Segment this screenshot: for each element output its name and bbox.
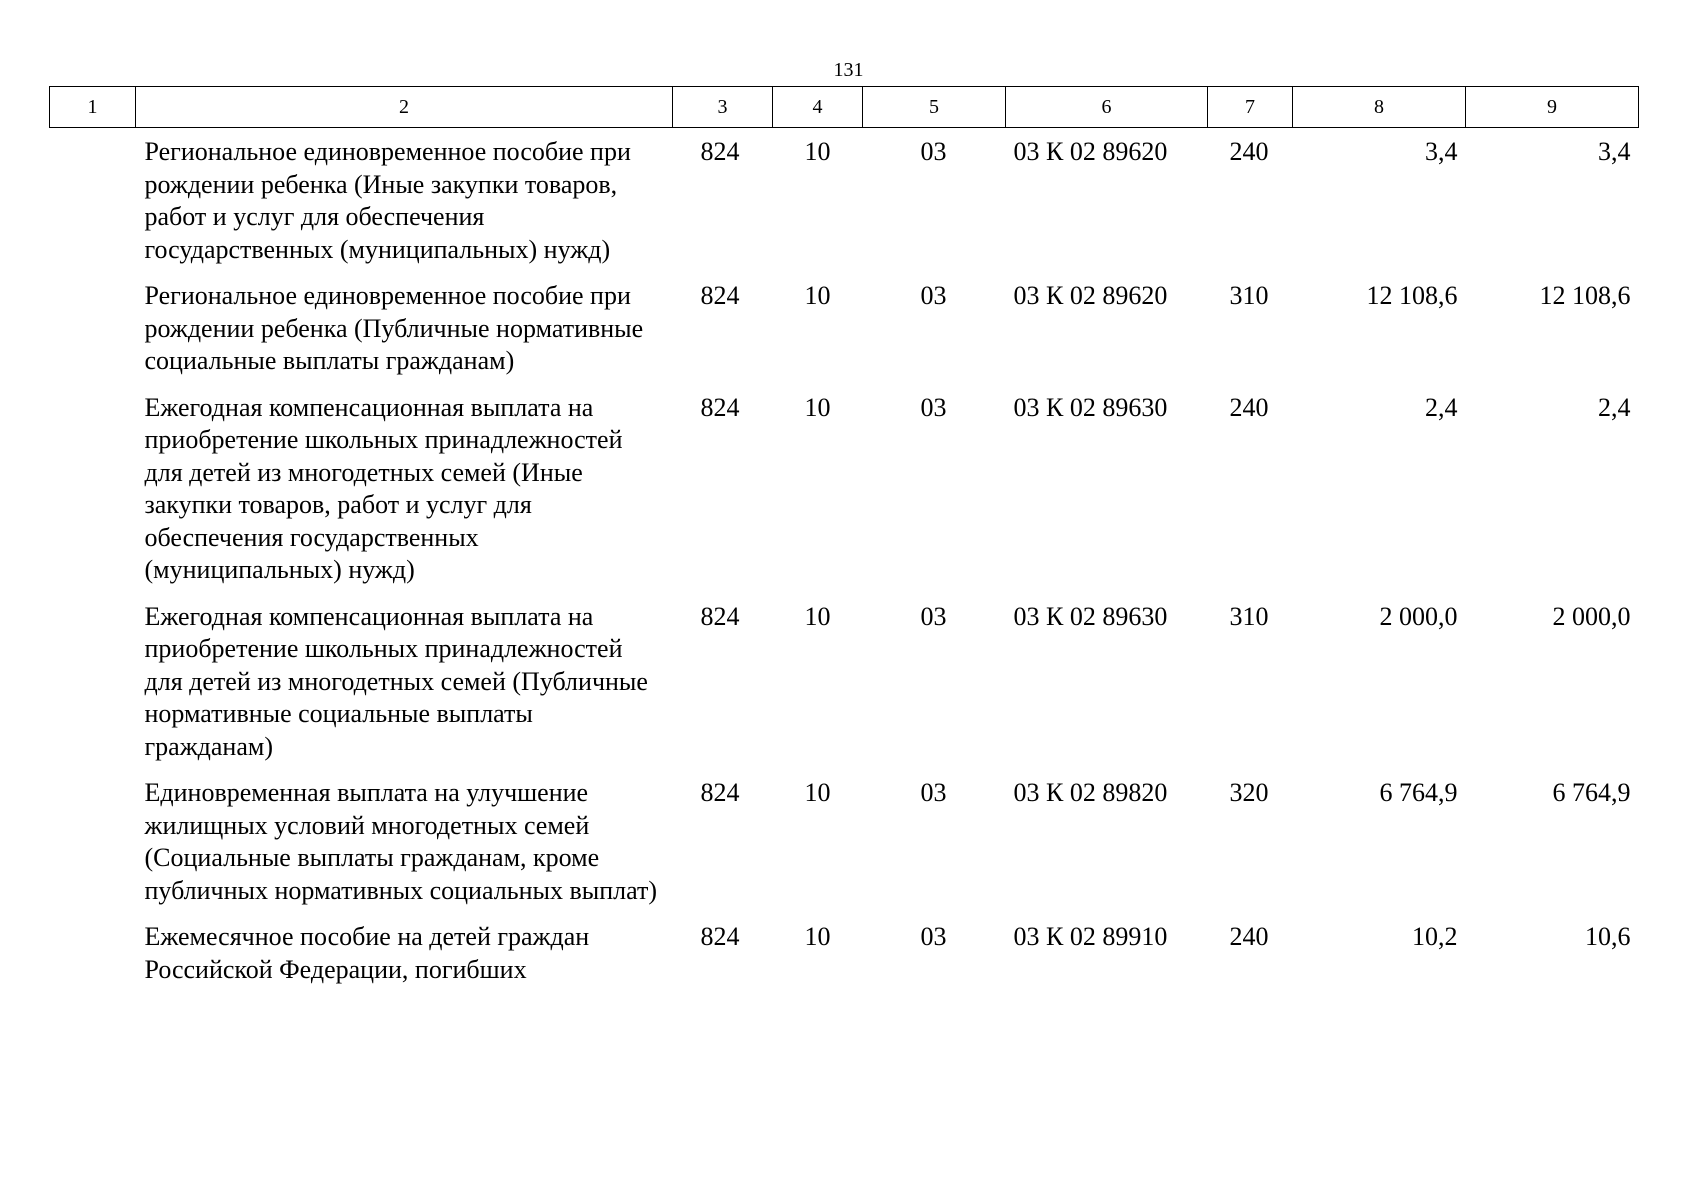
row-col9: 12 108,6 bbox=[1539, 281, 1631, 310]
row-col3: 824 bbox=[700, 601, 740, 631]
row-col6: 03 К 02 89820 bbox=[1013, 778, 1168, 807]
row-col6: 03 К 02 89910 bbox=[1013, 922, 1168, 951]
row-col5: 03 bbox=[920, 281, 947, 310]
row-col8: 2,4 bbox=[1425, 392, 1458, 422]
row-col9: 6 764,9 bbox=[1552, 778, 1631, 807]
row-name: Единовременная выплата на улучшение жилищных условий многодетных семей (Социальные выплаты гражданам, кроме публичных нормативных социальных выплат) bbox=[144, 778, 657, 905]
row-name: Региональное единовременное пособие при рождении ребенка (Публичные нормативные социальные выплаты гражданам) bbox=[144, 281, 644, 375]
row-col7: 240 bbox=[1229, 137, 1269, 166]
row-col8: 12 108,6 bbox=[1366, 281, 1458, 310]
row-col5: 03 bbox=[920, 778, 947, 807]
row-index-cell bbox=[50, 392, 136, 601]
row-col7: 240 bbox=[1229, 922, 1269, 951]
row-col8: 10,2 bbox=[1412, 922, 1458, 951]
row-index-cell bbox=[50, 128, 136, 281]
header-col-8: 8 bbox=[1293, 87, 1466, 128]
row-name: Региональное единовременное пособие при рождении ребенка (Иные закупки товаров, работ и услуг для обеспечения государственных (муниципальных) нужд) bbox=[144, 137, 631, 264]
row-col7: 240 bbox=[1229, 392, 1269, 422]
row-col9: 2,4 bbox=[1598, 392, 1631, 422]
row-col3: 824 bbox=[700, 392, 740, 422]
row-col4: 10 bbox=[804, 392, 831, 422]
row-col3: 824 bbox=[700, 922, 740, 951]
row-col5: 03 bbox=[920, 601, 947, 631]
row-col7: 320 bbox=[1229, 778, 1269, 807]
table-row bbox=[50, 601, 1639, 778]
header-col-7: 7 bbox=[1208, 87, 1293, 128]
row-col3: 824 bbox=[700, 137, 740, 166]
row-index-cell bbox=[50, 601, 136, 778]
row-col3: 824 bbox=[700, 778, 740, 807]
table-body bbox=[50, 128, 1639, 1001]
table-row bbox=[50, 392, 1639, 601]
header-col-5: 5 bbox=[863, 87, 1006, 128]
table-row bbox=[50, 128, 1639, 281]
table-row bbox=[50, 280, 1639, 392]
row-col8: 3,4 bbox=[1425, 137, 1458, 166]
row-index-cell bbox=[50, 921, 136, 1000]
row-col3: 824 bbox=[700, 281, 740, 310]
header-col-6: 6 bbox=[1006, 87, 1208, 128]
header-col-1: 1 bbox=[50, 87, 136, 128]
row-col9: 3,4 bbox=[1598, 137, 1631, 166]
table-row bbox=[50, 921, 1639, 1000]
row-col4: 10 bbox=[804, 601, 831, 631]
row-col9: 2 000,0 bbox=[1552, 601, 1631, 631]
table-row bbox=[50, 777, 1639, 921]
row-index-cell bbox=[50, 777, 136, 921]
row-col6: 03 К 02 89630 bbox=[1013, 601, 1168, 631]
row-col6: 03 К 02 89620 bbox=[1013, 137, 1168, 166]
budget-table bbox=[49, 86, 1639, 1000]
header-col-3: 3 bbox=[673, 87, 773, 128]
row-name: Ежемесячное пособие на детей граждан Российской Федерации, погибших bbox=[144, 922, 590, 984]
row-col8: 2 000,0 bbox=[1379, 601, 1458, 631]
row-name: Ежегодная компенсационная выплата на приобретение школьных принадлежностей для детей из многодетных семей (Иные закупки товаров, работ и услуг для обеспечения государственных (муниципальных) нужд) bbox=[144, 392, 623, 584]
page-number: 131 bbox=[833, 59, 864, 81]
row-col4: 10 bbox=[804, 922, 831, 951]
row-col9: 10,6 bbox=[1585, 922, 1631, 951]
row-col6: 03 К 02 89630 bbox=[1013, 392, 1168, 422]
row-col5: 03 bbox=[920, 137, 947, 166]
row-col4: 10 bbox=[804, 281, 831, 310]
row-col5: 03 bbox=[920, 392, 947, 422]
header-col-2: 2 bbox=[136, 87, 673, 128]
table-header bbox=[50, 87, 1639, 128]
row-col8: 6 764,9 bbox=[1379, 778, 1458, 807]
header-col-9: 9 bbox=[1466, 87, 1639, 128]
row-col6: 03 К 02 89620 bbox=[1013, 281, 1168, 310]
row-col4: 10 bbox=[804, 778, 831, 807]
header-col-4: 4 bbox=[773, 87, 863, 128]
row-col7: 310 bbox=[1229, 281, 1269, 310]
row-col5: 03 bbox=[920, 922, 947, 951]
row-col4: 10 bbox=[804, 137, 831, 166]
header-row bbox=[50, 87, 1639, 128]
row-name: Ежегодная компенсационная выплата на приобретение школьных принадлежностей для детей из многодетных семей (Публичные нормативные социальные выплаты гражданам) bbox=[144, 601, 648, 761]
row-index-cell bbox=[50, 280, 136, 392]
row-col7: 310 bbox=[1229, 601, 1269, 631]
